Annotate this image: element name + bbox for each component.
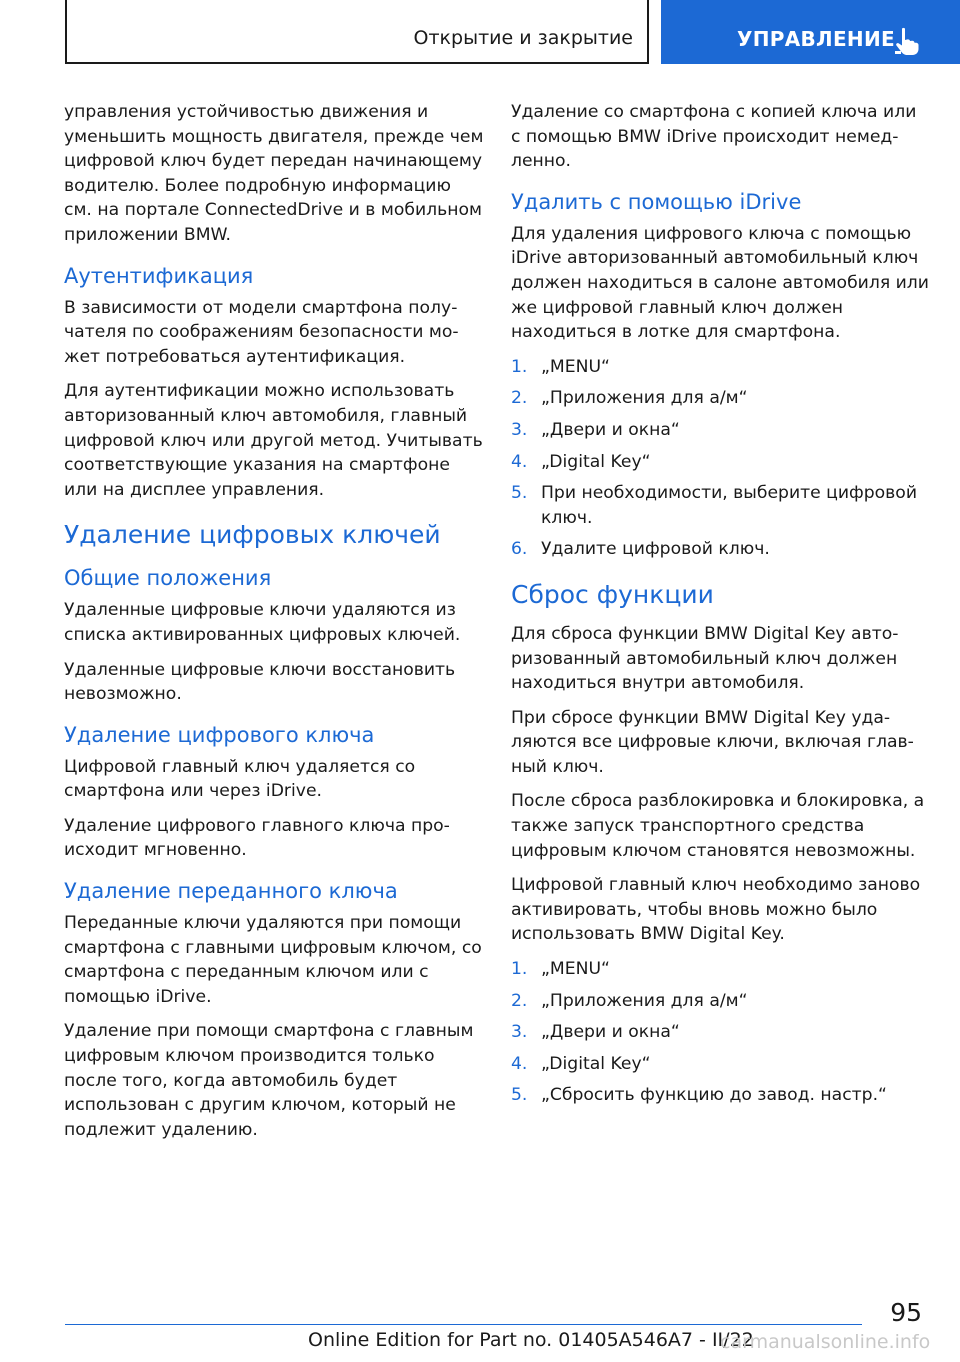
reset-paragraph-2: При сбросе функции BMW Digital Key удаляются все цифровые ключи, включая главный ключ. bbox=[511, 707, 914, 777]
step-number: 4. bbox=[511, 1053, 528, 1074]
heading-delete-key: Удаление цифрового ключа bbox=[64, 722, 375, 747]
list-item bbox=[511, 355, 931, 380]
step-number: 3. bbox=[511, 419, 528, 440]
reset-paragraph-1: Для сброса функции BMW Digital Key авторизованный автомобильный ключ должен находиться внутри автомобиля. bbox=[511, 623, 899, 694]
watermark: carmanualsonline.info bbox=[720, 1331, 931, 1353]
step-text: „MENU“ bbox=[541, 959, 610, 980]
section-title: Открытие и закрытие bbox=[413, 27, 633, 49]
heading-delete-shared-key: Удаление переданного ключа bbox=[64, 879, 398, 904]
step-text: При необходимости, выберите цифровой ключ. bbox=[541, 483, 917, 528]
step-text: „Приложения для а/м“ bbox=[541, 388, 748, 409]
copy-delete-paragraph: Удаление со смартфона с копией ключа или с помощью BMW iDrive происходит немедленно. bbox=[511, 102, 917, 172]
step-number: 5. bbox=[511, 1085, 528, 1106]
left-column bbox=[64, 100, 484, 1152]
heading-authentication: Аутентификация bbox=[64, 263, 254, 288]
header-chapter-tab bbox=[661, 0, 960, 64]
idrive-steps-list bbox=[511, 355, 931, 562]
heading-reset-function: Сброс функции bbox=[511, 579, 714, 609]
step-text: „Двери и окна“ bbox=[541, 1022, 680, 1043]
list-item bbox=[511, 537, 931, 562]
step-number: 3. bbox=[511, 1022, 528, 1043]
list-item bbox=[511, 957, 931, 982]
delete-shared-paragraph-2: Удаление при помощи смартфона с главным цифровым ключом производится только после того, когда автомобиль будет использован с другим ключом, который не подлежит удалению. bbox=[64, 1021, 474, 1140]
idrive-paragraph: Для удаления цифрового ключа с помощью iDrive авторизованный автомобильный ключ должен находиться в салоне автомобиля или же цифровой главный ключ должен находиться в лотке для смартфона. bbox=[511, 223, 929, 343]
page-number: 95 bbox=[890, 1298, 922, 1327]
general-paragraph-2: Удаленные цифровые ключи восстановить невозможно. bbox=[64, 659, 456, 705]
auth-paragraph-1: В зависимости от модели смартфона получателя по соображениям безопасности может потребоваться аутентификация. bbox=[64, 297, 459, 367]
intro-paragraph: управления устойчивостью движения и уменьшить мощность двигателя, прежде чем цифровой ключ будет передан начинающему водителю. Более подробную информацию см. на портале ConnectedDrive и в мобильном приложении BMW. bbox=[64, 102, 484, 245]
delete-key-paragraph-1: Цифровой главный ключ удаляется со смартфона или через iDrive. bbox=[64, 756, 416, 802]
list-item bbox=[511, 386, 931, 411]
auth-paragraph-2: Для аутентификации можно использовать авторизованный ключ автомобиля, главный цифровой ключ или другой метод. Учитывать соответствующие указания на смартфоне или на дисплее управления. bbox=[64, 381, 483, 500]
header-section-box bbox=[65, 0, 649, 64]
reset-paragraph-3: После сброса разблокировка и блокировка, а также запуск транспортного средства цифровым ключом становятся невозможны. bbox=[511, 791, 925, 861]
step-number: 2. bbox=[511, 388, 528, 409]
step-text: „Сбросить функцию до завод. настр.“ bbox=[541, 1085, 887, 1106]
heading-delete-idrive: Удалить с помощью iDrive bbox=[511, 189, 802, 214]
general-paragraph-1: Удаленные цифровые ключи удаляются из списка активированных цифровых ключей. bbox=[64, 600, 461, 645]
step-number: 1. bbox=[511, 959, 528, 980]
step-text: Удалите цифровой ключ. bbox=[541, 539, 770, 560]
right-column bbox=[511, 100, 931, 1118]
heading-delete-keys: Удаление цифровых ключей bbox=[64, 520, 441, 550]
step-number: 4. bbox=[511, 451, 528, 472]
list-item bbox=[511, 1083, 931, 1108]
list-item bbox=[511, 450, 931, 475]
step-text: „MENU“ bbox=[541, 356, 610, 377]
reset-steps-list bbox=[511, 957, 931, 1108]
list-item bbox=[511, 1052, 931, 1077]
step-text: „Digital Key“ bbox=[541, 451, 651, 472]
hand-pointer-icon bbox=[893, 26, 921, 56]
step-text: „Приложения для а/м“ bbox=[541, 990, 748, 1011]
step-text: „Двери и окна“ bbox=[541, 419, 680, 440]
delete-key-paragraph-2: Удаление цифрового главного ключа происходит мгновенно. bbox=[64, 815, 450, 861]
chapter-title: УПРАВЛЕНИЕ bbox=[737, 27, 895, 51]
delete-shared-paragraph-1: Переданные ключи удаляются при помощи смартфона с главными цифровым ключом, со смартфона с переданным ключом или с помощью iDrive. bbox=[64, 913, 482, 1007]
footer-divider bbox=[65, 1324, 862, 1325]
step-text: „Digital Key“ bbox=[541, 1053, 651, 1074]
step-number: 1. bbox=[511, 356, 528, 377]
list-item bbox=[511, 481, 931, 530]
step-number: 6. bbox=[511, 539, 528, 560]
list-item bbox=[511, 989, 931, 1014]
step-number: 2. bbox=[511, 990, 528, 1011]
step-number: 5. bbox=[511, 483, 528, 504]
list-item bbox=[511, 1020, 931, 1045]
list-item bbox=[511, 418, 931, 443]
footer-edition: Online Edition for Part no. 01405A546A7 - II/22 bbox=[308, 1329, 754, 1351]
reset-paragraph-4: Цифровой главный ключ необходимо заново активировать, чтобы вновь можно было использовать BMW Digital Key. bbox=[511, 875, 921, 945]
heading-general: Общие положения bbox=[64, 566, 272, 591]
